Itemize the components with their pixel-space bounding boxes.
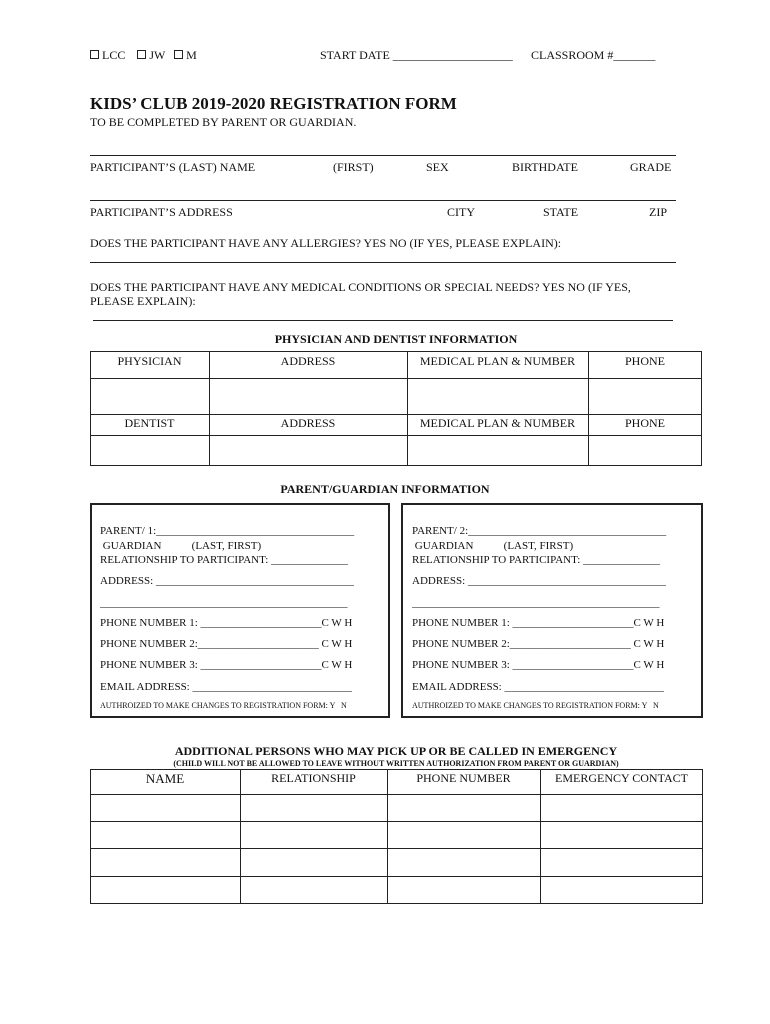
allergies-answer-line[interactable] [90,262,676,263]
classroom-field[interactable]: CLASSROOM #_______ [531,48,656,62]
emergency-header-relationship: RELATIONSHIP [271,771,356,785]
parent-1-address-cont-field[interactable]: _____________________________________________ [100,597,348,609]
parent-2-name-field[interactable]: PARENT/ 2:____________________________________ [412,525,667,537]
parent-1-email-field[interactable]: EMAIL ADDRESS: _____________________________ [100,681,352,693]
medical-question: DOES THE PARTICIPANT HAVE ANY MEDICAL CONDITIONS OR SPECIAL NEEDS? YES NO (IF YES, [90,280,631,294]
location-options [90,48,197,63]
emergency-section-heading: ADDITIONAL PERSONS WHO MAY PICK UP OR BE CALLED IN EMERGENCY [174,744,618,758]
physician-section-heading: PHYSICIAN AND DENTIST INFORMATION [274,332,518,346]
emergency-header-name: NAME [145,771,185,786]
label-birthdate: BIRTHDATE [512,160,578,174]
parent-1-phone-1-field[interactable]: PHONE NUMBER 1: ______________________C W H [100,617,353,629]
table-row[interactable] [91,822,702,848]
medical-answer-line[interactable] [93,320,673,321]
label-state: STATE [543,205,579,219]
guardian-section-heading: PARENT/GUARDIAN INFORMATION [280,482,490,496]
location-checkbox-jw[interactable]: JW [137,48,165,62]
parent-2-phone-1-field[interactable]: PHONE NUMBER 1: ______________________C W H [412,617,665,629]
label-address: PARTICIPANT’S ADDRESS [90,205,233,219]
parent-1-phone-2-field[interactable]: PHONE NUMBER 2:______________________ C W H [100,638,353,650]
label-grade: GRADE [630,160,672,174]
start-date-field[interactable]: START DATE ____________________ [320,48,513,62]
header-physician-phone: PHONE [624,354,665,368]
parent-1-guardian-label: GUARDIAN (LAST, FIRST) [100,540,262,552]
parent-1-phone-3-field[interactable]: PHONE NUMBER 3: ______________________C W H [100,659,353,671]
page-title: KIDS’ CLUB 2019-2020 REGISTRATION FORM [90,94,457,113]
header-dentist-address: ADDRESS [280,416,336,430]
parent-2-relationship-field[interactable]: RELATIONSHIP TO PARTICIPANT: ______________ [412,554,661,566]
parent-1-authorized-field[interactable]: AUTHROIZED TO MAKE CHANGES TO REGISTRATION FORM: Y N [100,701,347,710]
parent-2-phone-3-field[interactable]: PHONE NUMBER 3: ______________________C W H [412,659,665,671]
emergency-header-phone: PHONE NUMBER [416,771,511,785]
parent-2-address-field[interactable]: ADDRESS: ____________________________________ [412,575,666,587]
dentist-entry-row[interactable] [91,435,701,465]
parent-1-address-field[interactable]: ADDRESS: ____________________________________ [100,575,354,587]
header-physician-address: ADDRESS [280,354,336,368]
header-physician: PHYSICIAN [117,354,182,368]
table-row[interactable] [91,849,702,876]
allergies-question: DOES THE PARTICIPANT HAVE ANY ALLERGIES? YES NO (IF YES, PLEASE EXPLAIN): [90,236,562,250]
emergency-section-subheading: (CHILD WILL NOT BE ALLOWED TO LEAVE WITHOUT WRITTEN AUTHORIZATION FROM PARENT OR GUARDIAN) [173,759,619,768]
header-dentist-medical-plan: MEDICAL PLAN & NUMBER [419,416,576,430]
medical-question-cont: PLEASE EXPLAIN): [90,294,196,308]
label-city: CITY [447,205,475,219]
table-row[interactable] [91,877,702,903]
label-zip: ZIP [649,205,667,219]
parent-2-address-cont-field[interactable]: _____________________________________________ [412,597,660,609]
page-subtitle: TO BE COMPLETED BY PARENT OR GUARDIAN. [90,115,357,129]
label-last-name: PARTICIPANT’S (LAST) NAME [90,160,256,174]
parent-1-relationship-field[interactable]: RELATIONSHIP TO PARTICIPANT: ______________ [100,554,349,566]
header-physician-medical-plan: MEDICAL PLAN & NUMBER [419,354,576,368]
physician-entry-row[interactable] [91,378,701,413]
location-checkbox-m[interactable]: M [174,48,197,62]
parent-1-name-field[interactable]: PARENT/ 1:____________________________________ [100,525,355,537]
parent-2-authorized-field[interactable]: AUTHROIZED TO MAKE CHANGES TO REGISTRATION FORM: Y N [412,701,659,710]
emergency-header-contact: EMERGENCY CONTACT [555,771,688,785]
parent-2-email-field[interactable]: EMAIL ADDRESS: _____________________________ [412,681,664,693]
location-checkbox-lcc[interactable]: LCC [90,48,125,62]
parent-2-guardian-label: GUARDIAN (LAST, FIRST) [412,540,574,552]
label-first-name: (FIRST) [333,160,374,174]
participant-address-line[interactable] [90,200,676,201]
label-sex: SEX [426,160,449,174]
parent-2-phone-2-field[interactable]: PHONE NUMBER 2:______________________ C W H [412,638,665,650]
header-dentist-phone: PHONE [624,416,665,430]
header-dentist: DENTIST [124,416,175,430]
table-row[interactable] [91,795,702,821]
participant-name-line[interactable] [90,155,676,156]
